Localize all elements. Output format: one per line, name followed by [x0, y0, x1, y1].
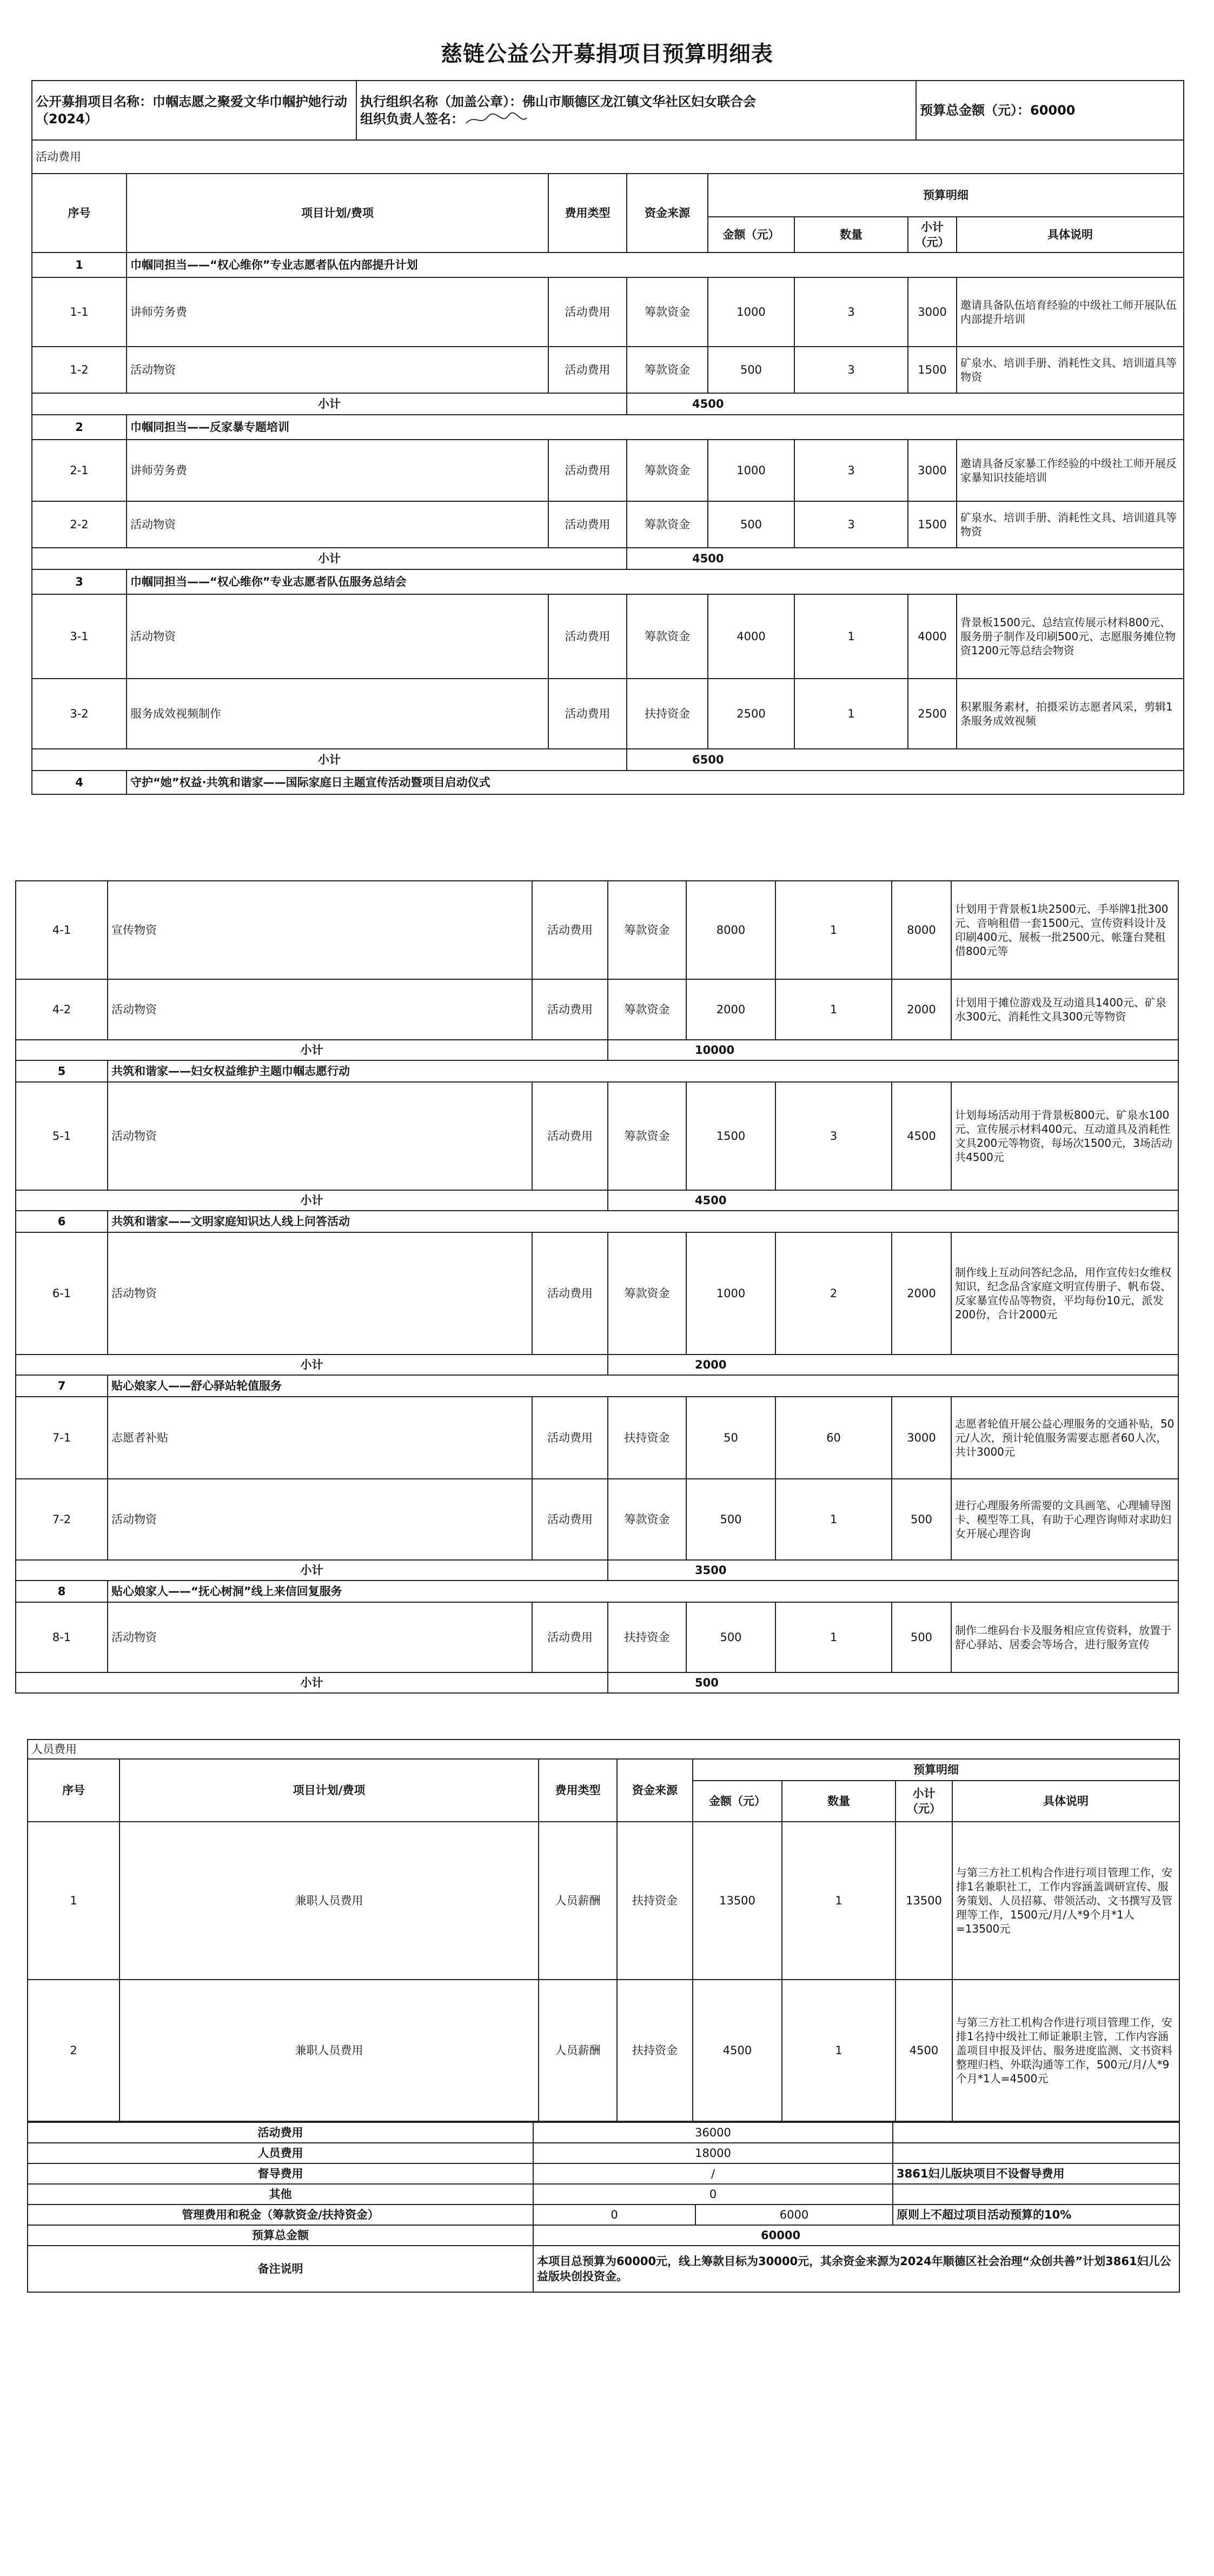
col-item: 项目计划/费项: [127, 174, 548, 253]
section-row: 2 巾帼同担当——反家暴专题培训: [32, 415, 1184, 440]
personnel-table: 人员费用 序号 项目计划/费项 费用类型 资金来源 预算明细 金额（元） 数量 小计（元） 具体说明 1 兼职人员费用 人员薪酬 扶持资金 13500 1 13500 与第三方社工机构合作进行项目管理工作，安排1名兼职社工，工作内容涵盖调研宣传、服务策划、人员招募、带领活动、文书撰写及管理等工作，1500元/月/人*9个月*1人=13500元 2 兼职人员费用 人员薪酬 扶持资金 4500 1 4500 与第三方社工机构合作进行项目管理工作，安排1名持中级社工师证兼职主管，工作内容涵盖项目申报及评估、服务进度监测、文书资料整理归档、外联沟通等工作，500元/月/人*9个月*1人=4500元: [27, 1739, 1180, 2122]
table-row: 3-2 服务成效视频制作 活动费用 扶持资金 2500 1 2500 积累服务素材，拍摄采访志愿者风采，剪辑1条服务成效视频: [32, 679, 1184, 749]
col-qty: 数量: [794, 217, 908, 253]
table-row: 7-2 活动物资 活动费用 筹款资金 500 1 500 进行心理服务所需要的文具画笔、心理辅导图卡、模型等工具，有助于心理咨询师对求助妇女开展心理咨询: [16, 1479, 1178, 1560]
table-row: 6-1 活动物资 活动费用 筹款资金 1000 2 2000 制作线上互动问答纪念品，用作宣传妇女维权知识，纪念品含家庭文明宣传册子、帆布袋、反家暴宣传品等物资，平均每份10元，派发200份，合计2000元: [16, 1232, 1178, 1355]
personnel-label: 人员费用: [28, 1740, 1179, 1759]
section-name: 共筑和谐家——文明家庭知识达人线上问答活动: [108, 1211, 1178, 1232]
subtotal-row: 小计 3500: [16, 1560, 1178, 1581]
table-row: 5-1 活动物资 活动费用 筹款资金 1500 3 4500 计划每场活动用于背景板800元、矿泉水100元、宣传展示材料400元、互动道具及消耗性文具200元等物资，每场次1500元，3场活动共4500元: [16, 1082, 1178, 1190]
table-row: 4-2 活动物资 活动费用 筹款资金 2000 1 2000 计划用于摊位游戏及互动道具1400元、矿泉水300元、消耗性文具300元等物资: [16, 979, 1178, 1040]
org-info: [356, 81, 916, 140]
section-row: 1 巾帼同担当——“权心维你”专业志愿者队伍内部提升计划: [32, 253, 1184, 277]
table-row: 1-1 讲师劳务费 活动费用 筹款资金 1000 3 3000 邀请具备队伍培育经验的中级社工师开展队伍内部提升培训: [32, 277, 1184, 347]
section-row: 5 共筑和谐家——妇女权益维护主题巾帼志愿行动: [16, 1060, 1178, 1082]
col-desc: 具体说明: [957, 217, 1184, 253]
summary-row: 督导费用 / 3861妇儿版块项目不设督导费用: [28, 2163, 1179, 2184]
section-name: 巾帼同担当——反家暴专题培训: [127, 415, 1184, 440]
section-name: 巾帼同担当——“权心维你”专业志愿者队伍服务总结会: [127, 569, 1184, 594]
summary-row: 活动费用 36000: [28, 2122, 1179, 2143]
section-row: 4 守护“她”权益·共筑和谐家——国际家庭日主题宣传活动暨项目启动仪式: [32, 771, 1184, 794]
table-row: 7-1 志愿者补贴 活动费用 扶持资金 50 60 3000 志愿者轮值开展公益心理服务的交通补贴，50元/人次，预计轮值服务需要志愿者60人次，共计3000元: [16, 1397, 1178, 1479]
subtotal-row: 小计 6500: [32, 749, 1184, 771]
summary-table: [27, 2122, 1180, 2293]
total-budget: 预算总金额（元）：60000: [916, 81, 1184, 140]
table-row: 2-1 讲师劳务费 活动费用 筹款资金 1000 3 3000 邀请具备反家暴工作经验的中级社工师开展反家暴知识技能培训: [32, 440, 1184, 501]
page-title: 慈链公益公开募捐项目预算明细表: [441, 42, 773, 67]
section-row: 6 共筑和谐家——文明家庭知识达人线上问答活动: [16, 1211, 1178, 1232]
summary-row: 管理费用和税金（筹款资金/扶持资金） 0 6000 原则上不超过项目活动预算的10%: [28, 2205, 1179, 2225]
table-row: 3-1 活动物资 活动费用 筹款资金 4000 1 4000 背景板1500元、总结宣传展示材料800元、服务册子制作及印刷500元、志愿服务摊位物资1200元等总结会物资: [32, 594, 1184, 679]
table-row: 1 兼职人员费用 人员薪酬 扶持资金 13500 1 13500 与第三方社工机构合作进行项目管理工作，安排1名兼职社工，工作内容涵盖调研宣传、服务策划、人员招募、带领活动、文书撰写及管理等工作，1500元/月/人*9个月*1人=13500元: [28, 1822, 1179, 1980]
signature-icon: [464, 111, 529, 128]
summary-row: 预算总金额 60000: [28, 2225, 1179, 2246]
col-source: 资金来源: [627, 174, 708, 253]
table-row: 4-1 宣传物资 活动费用 筹款资金 8000 1 8000 计划用于背景板1块2500元、手举牌1批300元、音响租借一套1500元、宣传资料设计及印刷400元、展板一批2500元、帐篷台凳租借800元等: [16, 881, 1178, 979]
col-subtotal: 小计（元）: [908, 217, 957, 253]
col-detail: 预算明细: [708, 174, 1184, 217]
section-name: 共筑和谐家——妇女权益维护主题巾帼志愿行动: [108, 1060, 1178, 1082]
section-name: 巾帼同担当——“权心维你”专业志愿者队伍内部提升计划: [127, 253, 1184, 277]
activity-label: 活动费用: [32, 140, 1184, 174]
subtotal-row: 小计 2000: [16, 1355, 1178, 1375]
summary-row: 人员费用 18000: [28, 2143, 1179, 2163]
remark-row: 备注说明 本项目总预算为60000元，线上筹款目标为30000元，其余资金来源为2024年顺德区社会治理“众创共善”计划3861妇儿公益版块创投资金。: [28, 2246, 1179, 2292]
section-name: 贴心娘家人——“抚心树洞”线上来信回复服务: [108, 1581, 1178, 1602]
header-table: [31, 80, 1184, 141]
table-row: 2 兼职人员费用 人员薪酬 扶持资金 4500 1 4500 与第三方社工机构合作进行项目管理工作，安排1名持中级社工师证兼职主管，工作内容涵盖项目申报及评估、服务进度监测、文书资料整理归档、外联沟通等工作，500元/月/人*9个月*1人=4500元: [28, 1980, 1179, 2121]
table-row: 2-2 活动物资 活动费用 筹款资金 500 3 1500 矿泉水、培训手册、消耗性文具、培训道具等物资: [32, 501, 1184, 548]
section-row: 8 贴心娘家人——“抚心树洞”线上来信回复服务: [16, 1581, 1178, 1602]
subtotal-row: 小计 4500: [32, 548, 1184, 569]
section-row: 3 巾帼同担当——“权心维你”专业志愿者队伍服务总结会: [32, 569, 1184, 594]
table-row: 1-2 活动物资 活动费用 筹款资金 500 3 1500 矿泉水、培训手册、消耗性文具、培训道具等物资: [32, 347, 1184, 393]
col-no: 序号: [32, 174, 127, 253]
project-name: 公开募捐项目名称：巾帼志愿之聚爱文华巾帼护她行动（2024）: [32, 81, 356, 140]
summary-row: 其他 0: [28, 2184, 1179, 2205]
table-row: 8-1 活动物资 活动费用 扶持资金 500 1 500 制作二维码台卡及服务相应宣传资料，放置于舒心驿站、居委会等场合，进行服务宣传: [16, 1602, 1178, 1672]
subtotal-row: 小计 500: [16, 1672, 1178, 1693]
col-type: 费用类型: [548, 174, 627, 253]
activity-table-2: [15, 880, 1179, 1694]
org-leader-label: 组织负责人签名：: [360, 111, 464, 127]
section-row: 7 贴心娘家人——舒心驿站轮值服务: [16, 1375, 1178, 1397]
org-name: 执行组织名称（加盖公章）：佛山市顺德区龙江镇文华社区妇女联合会: [360, 94, 756, 109]
section-name: 贴心娘家人——舒心驿站轮值服务: [108, 1375, 1178, 1397]
section-name: 守护“她”权益·共筑和谐家——国际家庭日主题宣传活动暨项目启动仪式: [127, 771, 1184, 794]
subtotal-row: 小计 4500: [16, 1190, 1178, 1211]
activity-table-1: [31, 140, 1184, 795]
subtotal-row: 小计 4500: [32, 393, 1184, 415]
subtotal-row: 小计 10000: [16, 1040, 1178, 1060]
col-amount: 金额（元）: [708, 217, 794, 253]
